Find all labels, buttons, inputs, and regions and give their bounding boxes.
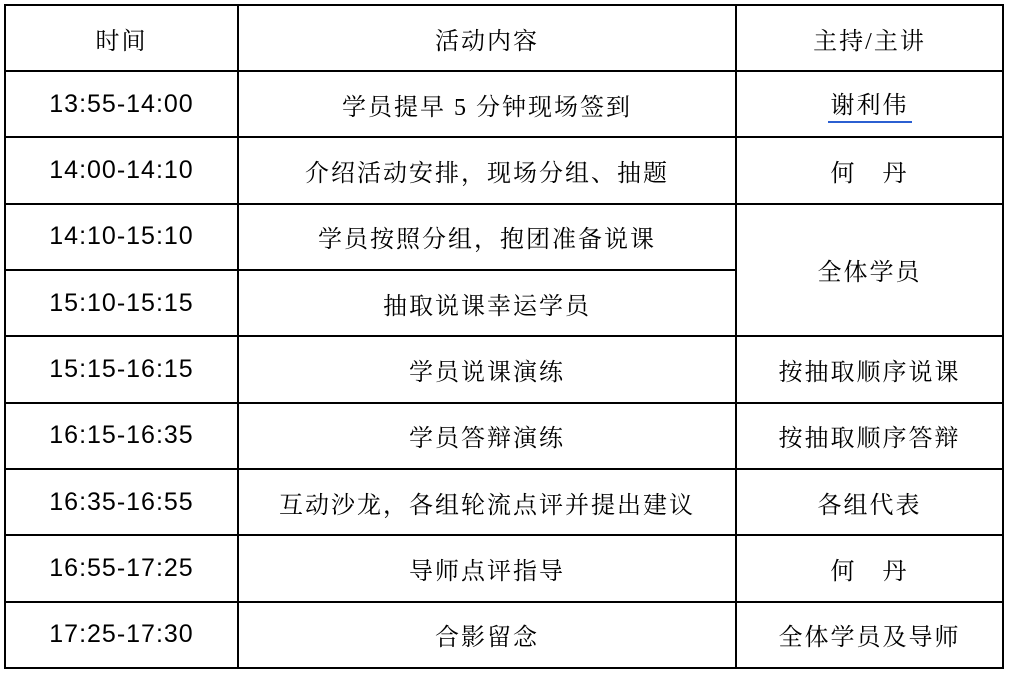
table-row [5,336,1003,402]
table-row [5,137,1003,203]
activity-cell: 学员按照分组，抱团准备说课 [238,204,736,270]
header-time: 时间 [5,5,238,71]
activity-cell: 学员说课演练 [238,336,736,402]
table-row [5,403,1003,469]
host-cell [736,71,1003,137]
host-cell: 各组代表 [736,469,1003,535]
activity-cell: 介绍活动安排，现场分组、抽题 [238,137,736,203]
host-cell: 何 丹 [736,137,1003,203]
header-activity: 活动内容 [238,5,736,71]
host-name-link[interactable]: 谢利伟 [828,85,912,123]
activity-cell: 导师点评指导 [238,535,736,601]
table-row [5,469,1003,535]
time-cell: 16:15-16:35 [5,403,238,469]
time-cell: 16:35-16:55 [5,469,238,535]
activity-cell: 合影留念 [238,602,736,668]
time-cell: 13:55-14:00 [5,71,238,137]
host-cell: 全体学员及导师 [736,602,1003,668]
host-cell: 按抽取顺序答辩 [736,403,1003,469]
host-cell: 何 丹 [736,535,1003,601]
activity-cell: 学员提早 5 分钟现场签到 [238,71,736,137]
host-cell-merged: 全体学员 [736,204,1003,337]
time-cell: 17:25-17:30 [5,602,238,668]
time-cell: 16:55-17:25 [5,535,238,601]
activity-cell: 互动沙龙，各组轮流点评并提出建议 [238,469,736,535]
host-cell: 按抽取顺序说课 [736,336,1003,402]
schedule-table [4,4,1004,669]
header-host: 主持/主讲 [736,5,1003,71]
time-cell: 14:10-15:10 [5,204,238,270]
time-cell: 15:15-16:15 [5,336,238,402]
table-row [5,602,1003,668]
table-row [5,71,1003,137]
table-row [5,204,1003,270]
time-cell: 15:10-15:15 [5,270,238,336]
activity-cell: 学员答辩演练 [238,403,736,469]
header-row [5,5,1003,71]
time-cell: 14:00-14:10 [5,137,238,203]
table-row [5,535,1003,601]
activity-cell: 抽取说课幸运学员 [238,270,736,336]
